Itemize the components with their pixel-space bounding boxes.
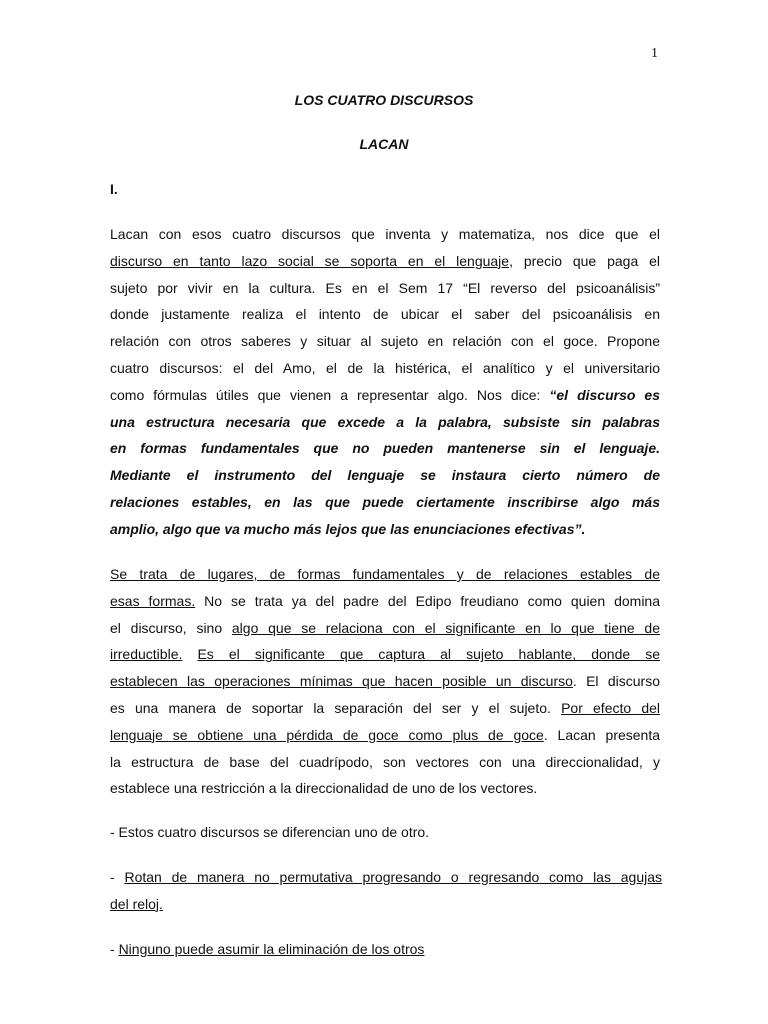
underlined-text: Por efecto del — [561, 699, 660, 716]
text-line — [110, 722, 660, 749]
text-line — [110, 668, 660, 695]
underlined-text: esas formas. — [110, 592, 196, 609]
underlined-text: lenguaje se obtiene una pérdida de goce como plus de goce — [110, 726, 544, 743]
document-subtitle: LACAN — [359, 136, 409, 152]
quote-line: Mediante el instrumento del lenguaje se instaura cierto número de — [110, 467, 660, 484]
text-line — [110, 588, 660, 615]
quote-line: relaciones estables, en las que puede ciertamente inscribirse algo más — [110, 493, 660, 510]
text-run: . El discurso — [572, 673, 660, 690]
list-item — [110, 864, 662, 918]
document-title: LOS CUATRO DISCURSOS — [294, 92, 474, 108]
text-line: relación con otros saberes y situar al sujeto en relación con el goce. Propone — [110, 333, 660, 350]
text-line: donde justamente realiza el intento de ubicar el saber del psicoanálisis en — [110, 306, 660, 323]
underlined-text: discurso en tanto lazo social se soporta en el lenguaje, — [110, 252, 513, 269]
underlined-line: Se trata de lugares, de formas fundamentales y de relaciones estables de — [110, 566, 660, 582]
text-run: precio que paga el — [512, 252, 660, 269]
quote-line: una estructura necesaria que excede a la palabra, subsiste sin palabras — [110, 413, 660, 430]
section-heading: I. — [110, 181, 118, 197]
text-run: el discurso, sino — [110, 619, 232, 636]
text-line — [110, 248, 660, 275]
underlined-text: establecen las operaciones mínimas que hacen posible un discurso — [110, 673, 573, 690]
text-line: cuatro discursos: el del Amo, el de la histérica, el analítico y el universitario — [110, 359, 660, 376]
underlined-line: del reloj. — [110, 895, 163, 912]
text-line: la estructura de base del cuadrípodo, son vectores con una direccionalidad, y — [110, 753, 660, 770]
underlined-text: irreductible. — [110, 646, 183, 663]
list-item-line — [110, 864, 662, 891]
text-run: No se trata ya del padre del Edipo freudiano como quien domina — [195, 592, 661, 609]
text-run — [182, 646, 197, 662]
underlined-text: Ninguno puede asumir la eliminación de los otros — [118, 941, 425, 957]
underlined-text: Rotan de manera no permutativa progresando o regresando como las agujas — [124, 869, 662, 885]
list-item — [110, 936, 662, 963]
paragraph-2 — [110, 561, 660, 802]
text-line — [110, 615, 660, 642]
list-item — [110, 819, 662, 846]
list-dash: - — [110, 941, 119, 957]
text-line: sujeto por vivir en la cultura. Es en el Sem 17 “El reverso del psicoanálisis” — [110, 279, 660, 296]
quote-line: en formas fundamentales que no pueden mantenerse sin el lenguaje. — [110, 440, 660, 457]
underlined-text: Es el significante que captura al sujeto hablante, donde se — [197, 646, 660, 663]
list-item-line — [110, 936, 662, 963]
list-item-text: - Estos cuatro discursos se diferencian uno de otro. — [110, 824, 430, 840]
page-number: 1 — [651, 46, 658, 61]
text-run: es una manera de soportar la separación del ser y el sujeto. — [110, 699, 562, 716]
text-line: establece una restricción a la direccionalidad de uno de los vectores. — [110, 780, 538, 797]
text-run: como fórmulas útiles que vienen a representar algo. Nos dice: — [110, 386, 550, 403]
quote-text: “el discurso es — [549, 386, 660, 403]
text-line — [110, 641, 660, 668]
list-dash: - — [110, 869, 125, 885]
underlined-text: algo que se relaciona con el significante en lo que tiene de — [231, 619, 660, 636]
text-line — [110, 695, 660, 722]
text-line — [110, 382, 660, 409]
text-run: . Lacan presenta — [543, 726, 661, 743]
quote-line: amplio, algo que va mucho más lejos que las enunciaciones efectivas”. — [110, 520, 586, 537]
paragraph-1 — [110, 221, 660, 543]
text-line: Lacan con esos cuatro discursos que inventa y matematiza, nos dice que el — [110, 226, 660, 242]
